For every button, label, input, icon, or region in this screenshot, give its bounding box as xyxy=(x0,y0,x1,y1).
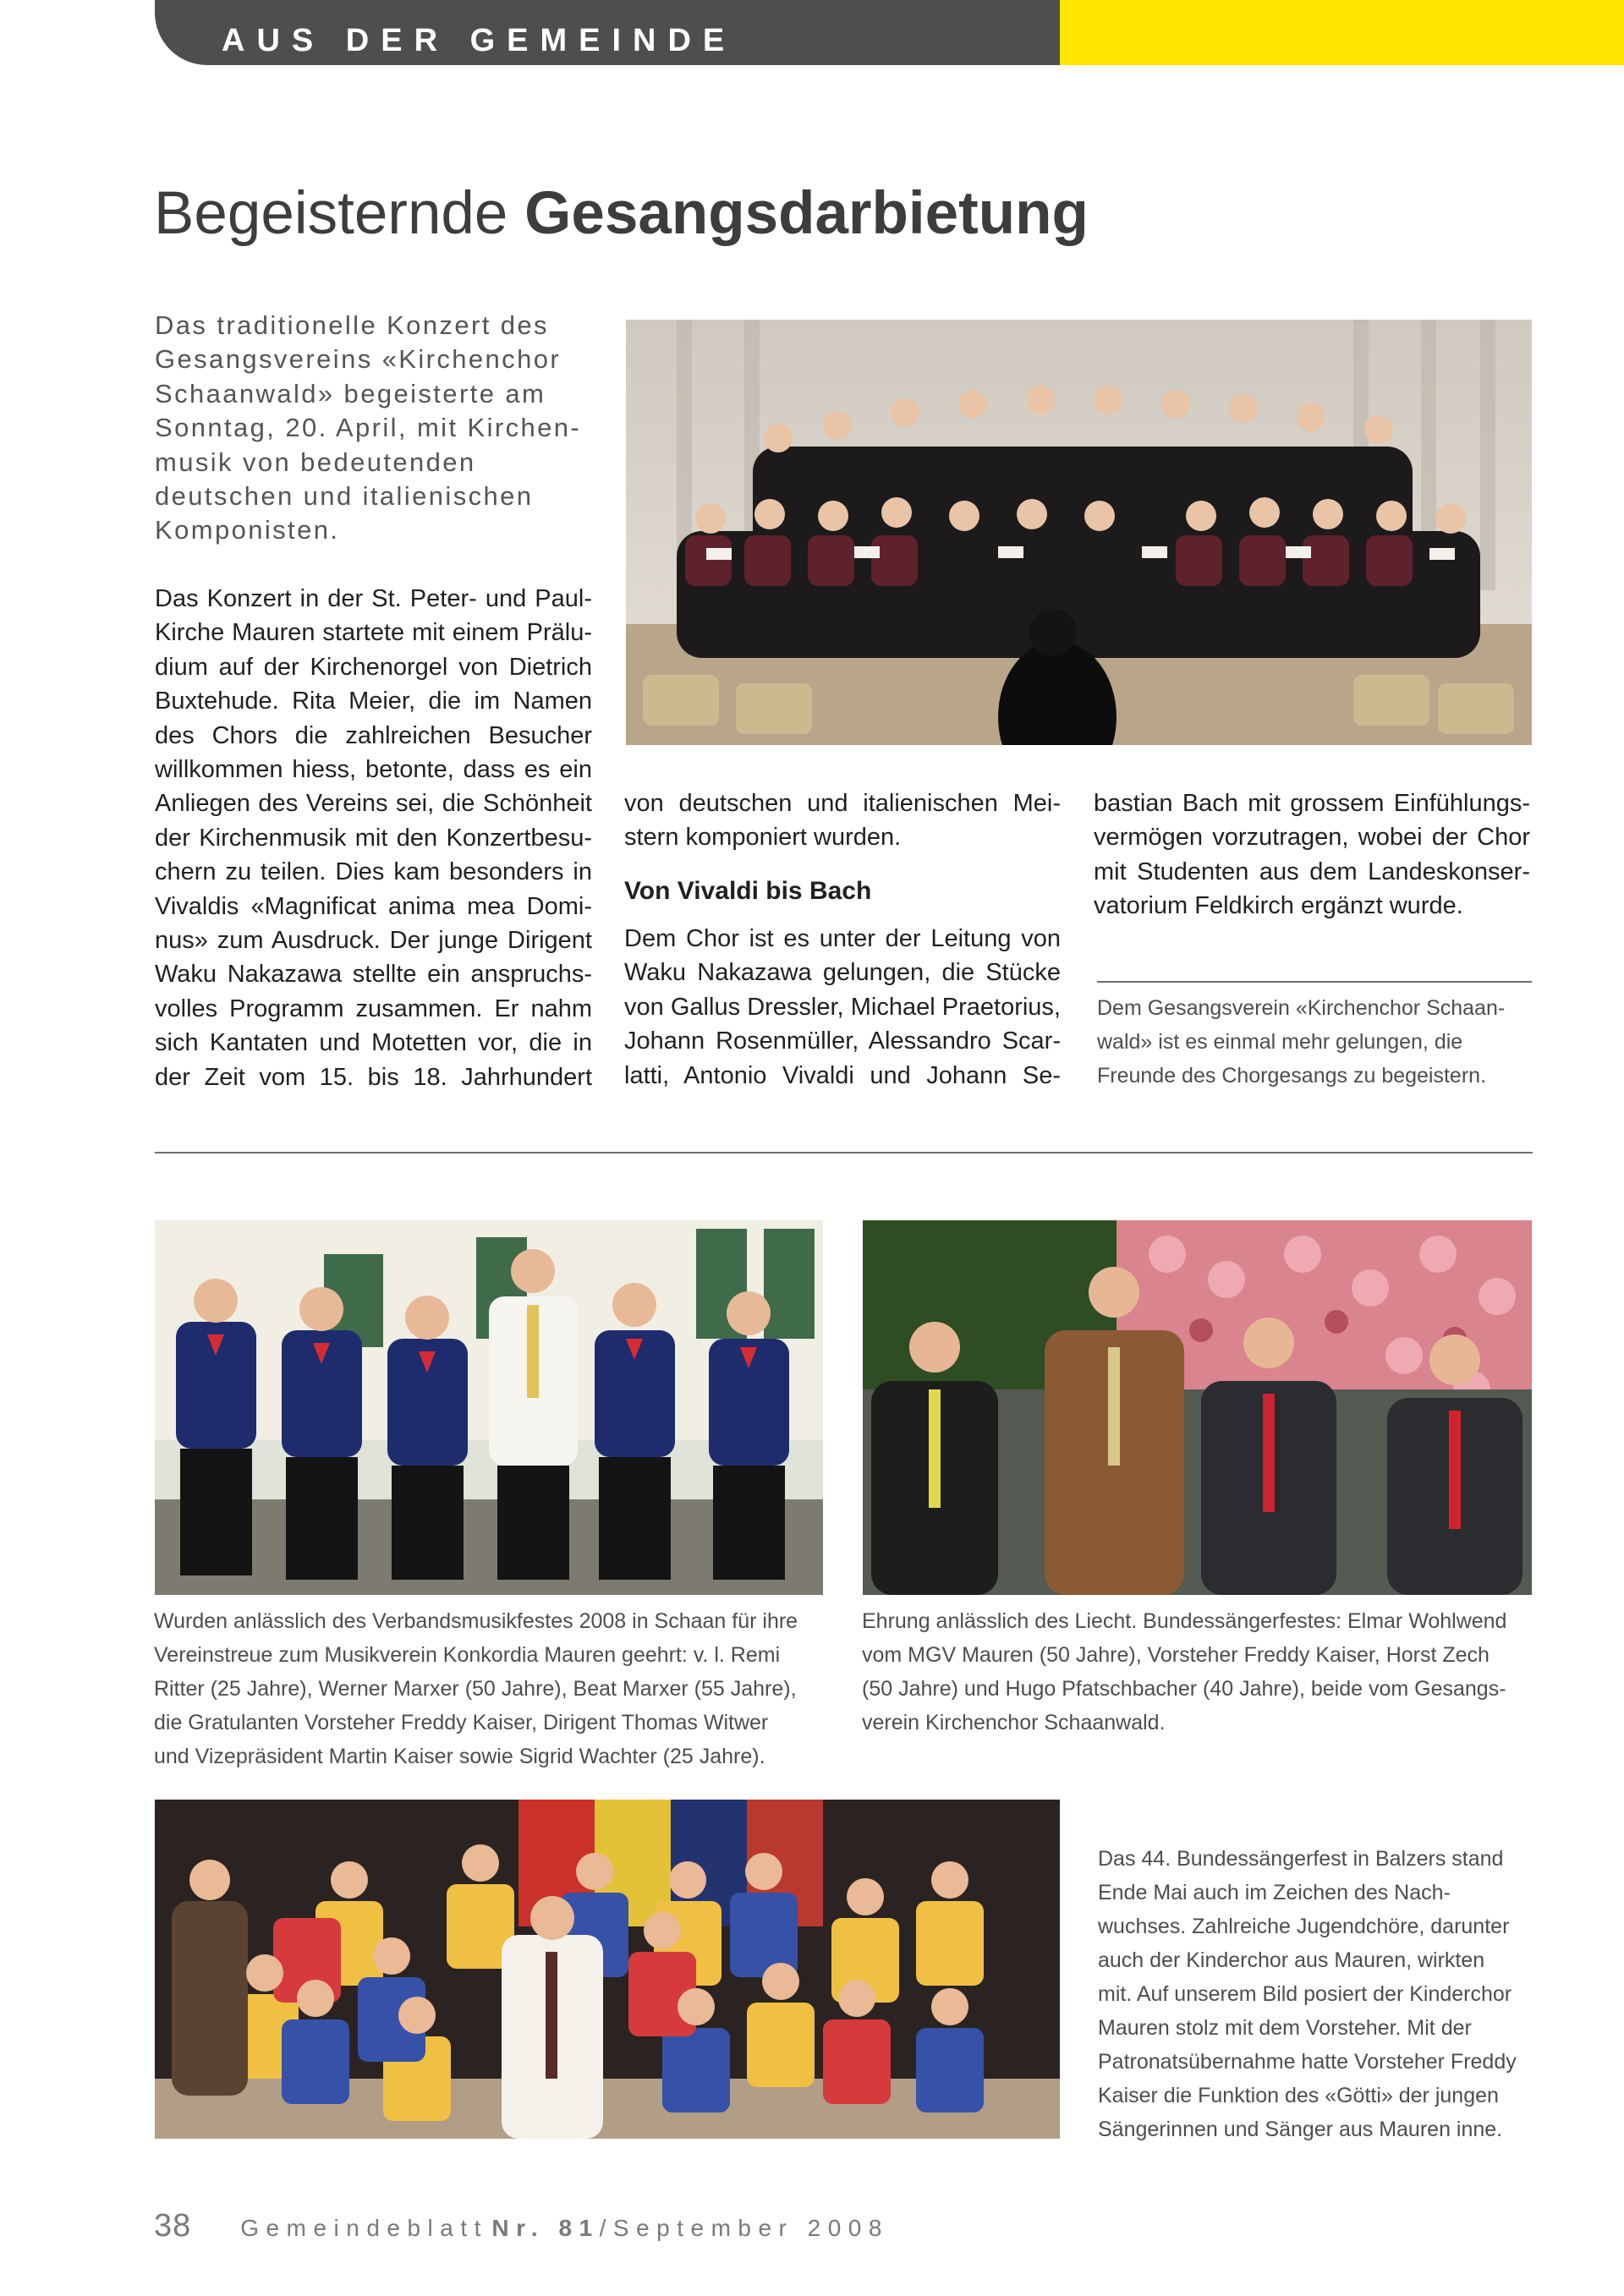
body-line: der Kirchenmusik mit den Konzertbesu- xyxy=(155,824,592,852)
music-society-photo-illustration xyxy=(155,1220,823,1595)
caption-line: Wurden anlässlich des Verbandsmusikfestes 2008 in Schaan für ihre xyxy=(154,1609,798,1633)
body-line: Vivaldis «Magnificat anima mea Domi- xyxy=(155,892,592,920)
caption-line: auch der Kinderchor aus Mauren, wirkten xyxy=(1098,1948,1485,1972)
body-line: von Gallus Dressler, Michael Praetorius, xyxy=(624,993,1061,1021)
caption-line: (50 Jahre) und Hugo Pfatschbacher (40 Jahre), beide vom Gesangs- xyxy=(862,1677,1506,1701)
magazine-name: Gemeindeblatt xyxy=(240,2215,488,2241)
title-bold: Gesangsdarbietung xyxy=(524,180,1089,247)
body-line: stern komponiert wurden. xyxy=(624,824,902,852)
section-label: AUS DER GEMEINDE xyxy=(222,23,737,58)
caption-line: Das 44. Bundessängerfest in Balzers stand xyxy=(1098,1847,1504,1871)
caption-line: wald» ist es einmal mehr gelungen, die xyxy=(1097,1030,1463,1054)
caption-line: Vereinstreue zum Musikverein Konkordia Mauren geehrt: v. l. Remi xyxy=(154,1643,781,1667)
lead-line: deutschen und italienischen xyxy=(155,481,534,512)
caption-line: Sängerinnen und Sänger aus Mauren inne. xyxy=(1098,2118,1503,2141)
lead-line: Sonntag, 20. April, mit Kirchen- xyxy=(155,413,582,443)
title-light: Begeisternde xyxy=(154,180,508,247)
caption-line: Freunde des Chorgesangs zu begeistern. xyxy=(1097,1064,1487,1088)
body-column-2 xyxy=(624,786,1061,855)
subheading: Von Vivaldi bis Bach xyxy=(624,877,872,905)
caption-line: wuchses. Zahlreiche Jugendchöre, darunter xyxy=(1098,1915,1510,1938)
body-column-1 xyxy=(155,582,592,1094)
honor-ceremony-photo-illustration xyxy=(863,1220,1532,1595)
music-society-photo xyxy=(155,1220,823,1595)
body-line: Waku Nakazawa stellte ein anspruchs- xyxy=(155,961,592,989)
header-accent-bar xyxy=(1060,0,1624,65)
lead-paragraph xyxy=(155,309,595,548)
body-line: dium auf der Kirchenorgel von Dietrich xyxy=(155,653,592,681)
childrens-choir-photo xyxy=(155,1800,1060,2139)
caption-line: Ende Mai auch im Zeichen des Nach- xyxy=(1098,1881,1451,1904)
body-line: Anliegen des Vereins sei, die Schönheit xyxy=(155,790,592,818)
section-divider xyxy=(155,1152,1533,1153)
choir-photo-caption xyxy=(1097,991,1505,1093)
body-line: der Zeit vom 15. bis 18. Jahrhundert xyxy=(155,1063,592,1091)
lead-line: Komponisten. xyxy=(155,515,340,545)
lead-line: Gesangsvereins «Kirchenchor xyxy=(155,344,562,375)
body-line: bastian Bach mit grossem Einfühlungs- xyxy=(1094,790,1530,817)
honor-ceremony-photo xyxy=(863,1220,1532,1595)
caption-line: die Gratulanten Vorsteher Freddy Kaiser, Dirigent Thomas Witwer xyxy=(154,1711,769,1734)
lead-line: Schaanwald» begeisterte am xyxy=(155,378,546,408)
body-line: vermögen vorzutragen, wobei der Chor xyxy=(1094,824,1530,852)
article-title xyxy=(154,176,1089,252)
caption-line: Ehrung anlässlich des Liecht. Bundessängerfestes: Elmar Wohlwend xyxy=(862,1609,1507,1633)
honor-ceremony-caption xyxy=(862,1604,1506,1740)
caption-line: vom MGV Mauren (50 Jahre), Vorsteher Freddy Kaiser, Horst Zech xyxy=(862,1643,1490,1667)
caption-line: Ritter (25 Jahre), Werner Marxer (50 Jahre), Beat Marxer (55 Jahre), xyxy=(154,1677,797,1701)
choir-photo xyxy=(626,320,1532,745)
caption-line: verein Kirchenchor Schaanwald. xyxy=(862,1711,1166,1734)
body-line: chern zu teilen. Dies kam besonders in xyxy=(155,858,592,886)
body-line: nus» zum Ausdruck. Der junge Dirigent xyxy=(155,927,592,955)
childrens-choir-photo-illustration xyxy=(155,1800,1060,2139)
body-line: Johann Rosenmüller, Alessandro Scar- xyxy=(624,1027,1061,1055)
body-line: vatorium Feldkirch ergänzt wurde. xyxy=(1094,892,1463,920)
lead-line: musik von bedeutenden xyxy=(155,447,476,477)
issue-date: /September 2008 xyxy=(599,2215,889,2241)
caption-line: Dem Gesangsverein «Kirchenchor Schaan- xyxy=(1097,996,1506,1020)
page-number: 38 xyxy=(154,2208,192,2244)
body-line: volles Programm zusammen. Er nahm xyxy=(155,995,592,1022)
body-column-3 xyxy=(1094,786,1530,923)
childrens-choir-caption xyxy=(1098,1842,1517,2146)
body-line: willkommen hiess, betonte, dass es ein xyxy=(155,756,592,784)
body-line: mit Studenten aus dem Landeskonser- xyxy=(1094,858,1530,885)
page-footer xyxy=(154,2205,889,2254)
caption-line: Patronatsübernahme hatte Vorsteher Freddy xyxy=(1098,2050,1517,2074)
body-line: des Chors die zahlreichen Besucher xyxy=(155,721,592,749)
caption-line: Mauren stolz mit dem Vorsteher. Mit der xyxy=(1098,2016,1472,2040)
lead-line: Das traditionelle Konzert des xyxy=(155,310,549,340)
body-line: Buxtehude. Rita Meier, die im Namen xyxy=(155,688,592,715)
body-line: Waku Nakazawa gelungen, die Stücke xyxy=(624,959,1061,987)
music-society-caption xyxy=(154,1604,798,1773)
body-line: Kirche Mauren startete mit einem Prälu- xyxy=(155,619,592,647)
body-line: von deutschen und italienischen Mei- xyxy=(624,790,1061,817)
body-line: sich Kantaten und Motetten vor, die in xyxy=(155,1029,592,1057)
body-column-2b xyxy=(624,922,1061,1093)
body-line: Dem Chor ist es unter der Leitung von xyxy=(624,925,1061,952)
body-line: latti, Antonio Vivaldi und Johann Se- xyxy=(624,1061,1061,1089)
caption-line: und Vizepräsident Martin Kaiser sowie Sigrid Wachter (25 Jahre). xyxy=(154,1745,765,1768)
issue-number: Nr. 81 xyxy=(491,2215,600,2241)
body-line: Das Konzert in der St. Peter- und Paul- xyxy=(155,585,592,612)
caption-line: Kaiser die Funktion des «Götti» der jungen xyxy=(1098,2084,1499,2107)
caption-divider xyxy=(1097,981,1532,983)
choir-photo-illustration xyxy=(626,320,1532,745)
caption-line: mit. Auf unserem Bild posiert der Kinderchor xyxy=(1098,1982,1512,2006)
